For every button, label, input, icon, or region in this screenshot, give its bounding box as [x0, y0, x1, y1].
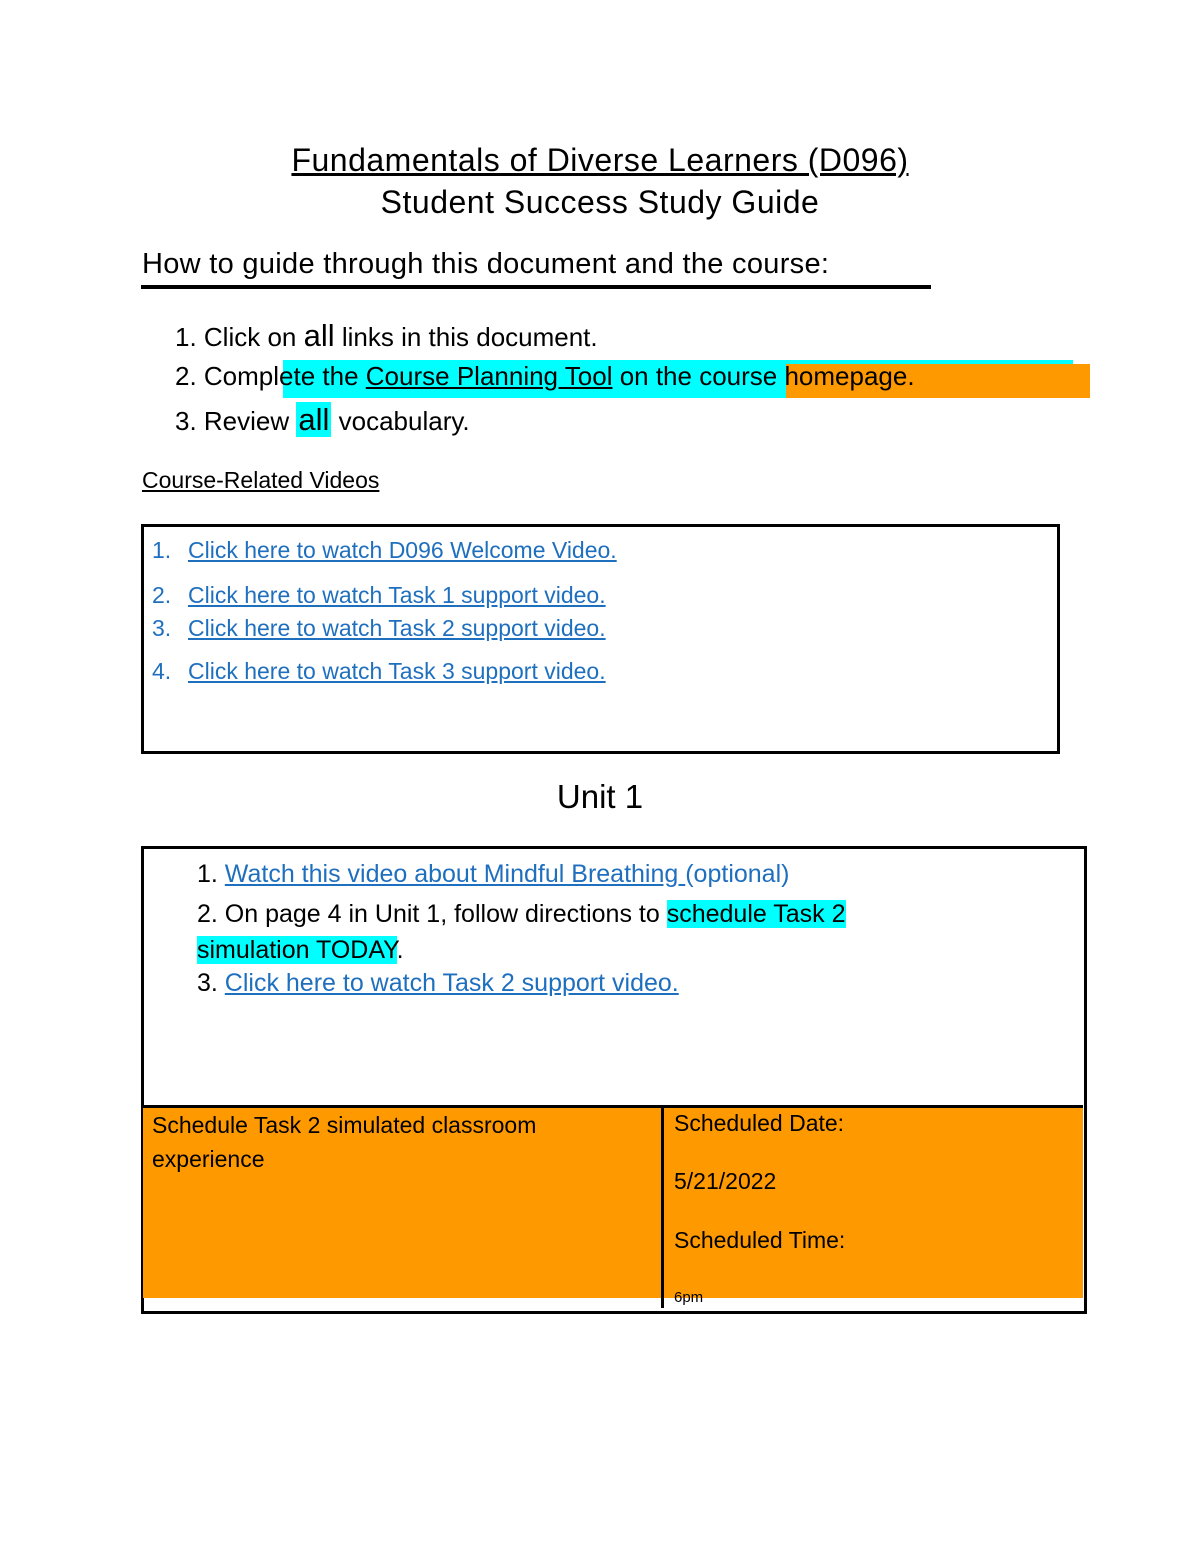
course-planning-tool-link[interactable]: Course Planning Tool — [365, 361, 613, 391]
video-item-number: 2. — [152, 582, 172, 608]
step2-prefix: 2. Complete the — [175, 361, 366, 391]
video-link-task-2[interactable]: Click here to watch Task 2 support video. — [188, 615, 606, 641]
step2-suffix: on the course homepage. — [612, 361, 915, 391]
video-link-welcome[interactable]: Click here to watch D096 Welcome Video. — [188, 537, 617, 563]
video-item-number: 4. — [152, 658, 172, 684]
howto-underline-rule — [141, 285, 931, 289]
video-link-task-1[interactable]: Click here to watch Task 1 support video. — [188, 582, 606, 608]
schedule-task-highlight: schedule Task 2 — [666, 900, 846, 928]
scheduled-date-label: Scheduled Date: — [674, 1110, 845, 1136]
scheduled-time-label: Scheduled Time: — [674, 1227, 846, 1253]
video-item-number: 1. — [152, 537, 172, 563]
schedule-divider — [661, 1105, 664, 1308]
howto-step-1 — [175, 318, 598, 354]
howto-step-2 — [175, 361, 915, 392]
step3-emphasis: all — [298, 402, 330, 437]
unit1-item-3 — [197, 969, 679, 998]
videos-heading: Course-Related Videos — [142, 467, 380, 493]
optional-note: (optional) — [685, 860, 790, 888]
mindful-breathing-video-link[interactable]: Watch this video about Mindful Breathing — [224, 860, 686, 888]
unit-1-title: Unit 1 — [556, 778, 644, 815]
step1-emphasis: all — [303, 318, 335, 353]
step1-suffix: links in this document. — [334, 322, 598, 352]
howto-step-3 — [175, 402, 470, 438]
video-item-1 — [152, 537, 617, 564]
unit1-item3-number: 3. — [197, 969, 225, 997]
schedule-task-label: Schedule Task 2 simulated classroom experience — [152, 1112, 537, 1172]
unit1-item-2 — [197, 896, 987, 968]
unit1-item2-prefix: 2. On page 4 in Unit 1, follow directions to — [197, 900, 667, 928]
unit1-item-1 — [197, 860, 789, 889]
video-item-3 — [152, 615, 606, 642]
howto-heading: How to guide through this document and the course: — [142, 248, 830, 280]
video-link-task-3[interactable]: Click here to watch Task 3 support video. — [188, 658, 606, 684]
video-item-4 — [152, 658, 606, 685]
unit1-item1-number: 1. — [197, 860, 225, 888]
step3-suffix: vocabulary. — [331, 406, 470, 436]
step3-prefix: 3. Review — [175, 406, 297, 436]
scheduled-date-value: 5/21/2022 — [674, 1168, 777, 1194]
document-subtitle: Student Success Study Guide — [380, 184, 820, 220]
unit1-item2-suffix: . — [396, 936, 404, 964]
document-title: Fundamentals of Diverse Learners (D096) — [291, 142, 909, 178]
scheduled-time-value: 6pm — [674, 1289, 704, 1306]
video-item-number: 3. — [152, 615, 172, 641]
simulation-today-highlight: simulation TODAY — [197, 936, 397, 964]
step1-prefix: 1. Click on — [175, 322, 304, 352]
video-item-2 — [152, 582, 606, 609]
task-2-support-video-link[interactable]: Click here to watch Task 2 support video. — [224, 969, 679, 997]
